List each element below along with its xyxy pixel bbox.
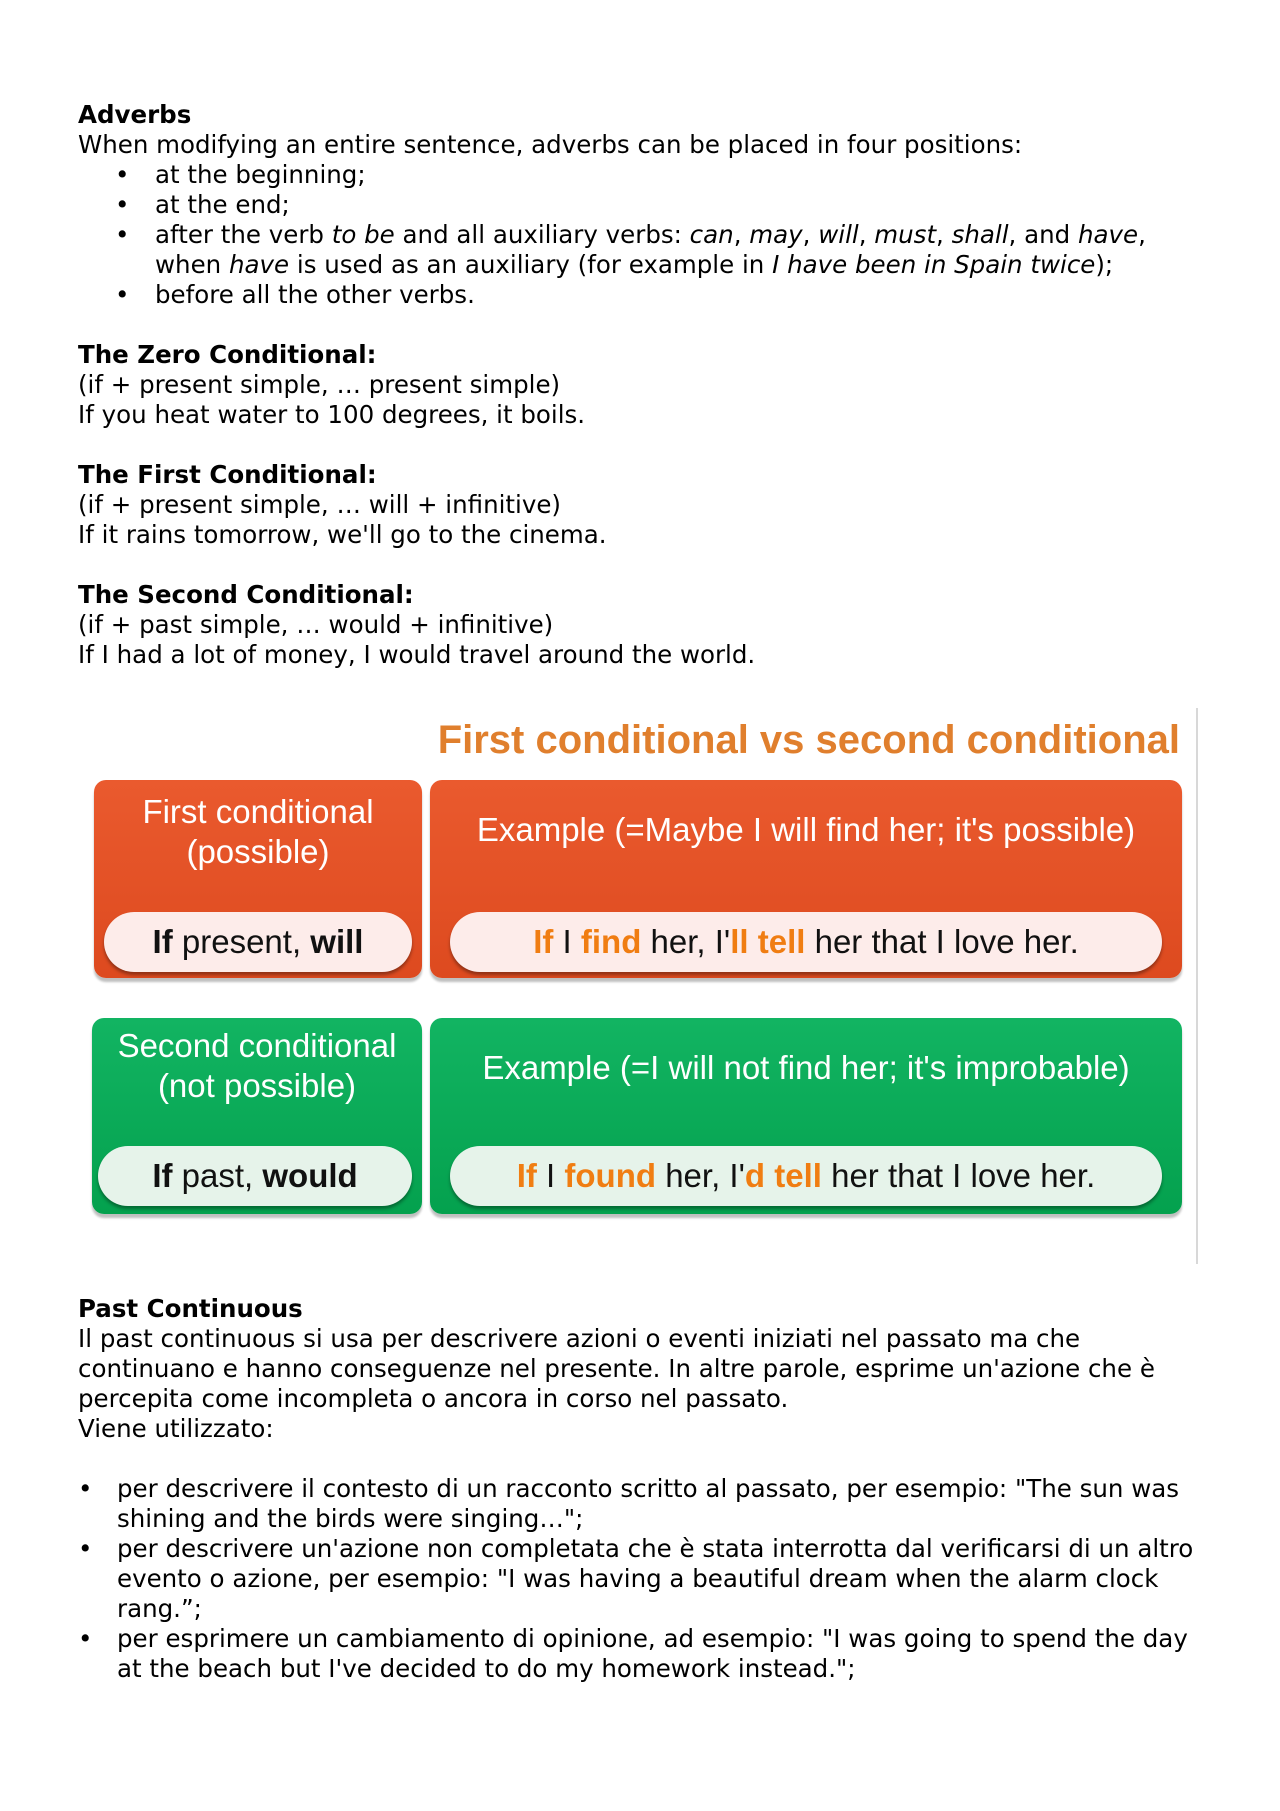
conditional-infographic bbox=[86, 708, 1198, 1264]
zero-conditional-formula: (if + present simple, … present simple) bbox=[78, 370, 561, 399]
second-conditional-sublabel: (not possible) bbox=[157, 1067, 357, 1104]
first-conditional-sublabel: (possible) bbox=[186, 833, 330, 870]
zero-conditional-example: If you heat water to 100 degrees, it boils. bbox=[78, 400, 586, 429]
past-continuous-list bbox=[78, 1474, 1208, 1684]
past-continuous-paragraph: Il past continuous si usa per descrivere azioni o eventi iniziati nel passato ma che continuano e hanno conseguenze nel presente. In altre parole, esprime un'azione che è percepita come incompleta o ancora in corso nel passato. bbox=[78, 1324, 1155, 1413]
adverbs-intro: When modifying an entire sentence, adverbs can be placed in four positions: bbox=[78, 130, 1023, 159]
list-item: • at the beginning; bbox=[155, 160, 1208, 190]
second-conditional-example: If I had a lot of money, I would travel around the world. bbox=[78, 640, 756, 669]
adverbs-list bbox=[78, 160, 1208, 310]
first-conditional-box bbox=[94, 780, 422, 978]
second-conditional-label: Second conditional bbox=[117, 1027, 397, 1064]
first-example-box bbox=[430, 780, 1182, 978]
first-conditional-heading: The First Conditional: bbox=[78, 460, 377, 489]
list-item: • before all the other verbs. bbox=[155, 280, 1208, 310]
list-item: • at the end; bbox=[155, 190, 1208, 220]
list-item: • per descrivere il contesto di un racconto scritto al passato, per esempio: "The sun was shining and the birds were singing…"; bbox=[117, 1474, 1208, 1534]
second-example-label: Example (=I will not find her; it's improbable) bbox=[482, 1049, 1130, 1086]
second-conditional-box bbox=[92, 1018, 422, 1214]
first-conditional-example: If it rains tomorrow, we'll go to the cinema. bbox=[78, 520, 607, 549]
first-example-label: Example (=Maybe I will find her; it's possible) bbox=[476, 811, 1136, 848]
first-conditional-rule: If present, will bbox=[104, 912, 412, 972]
document-body bbox=[78, 100, 1208, 670]
past-continuous-used: Viene utilizzato: bbox=[78, 1414, 274, 1443]
second-conditional-rule: If past, would bbox=[98, 1146, 412, 1206]
infographic-title: First conditional vs second conditional bbox=[437, 718, 1180, 762]
past-continuous-heading: Past Continuous bbox=[78, 1294, 303, 1323]
list-item: • per descrivere un'azione non completata che è stata interrotta dal verificarsi di un altro evento o azione, per esempio: "I was having a beautiful dream when the alarm clock rang.”; bbox=[117, 1534, 1208, 1624]
zero-conditional-heading: The Zero Conditional: bbox=[78, 340, 377, 369]
past-continuous-section bbox=[78, 1294, 1208, 1684]
list-item: • per esprimere un cambiamento di opinione, ad esempio: "I was going to spend the day at the beach but I've decided to do my homework instead."; bbox=[117, 1624, 1208, 1684]
second-example-box bbox=[430, 1018, 1182, 1214]
first-conditional-label: First conditional bbox=[142, 793, 374, 830]
first-example-sentence: If I find her, I'll tell her that I love her. bbox=[450, 912, 1162, 972]
first-conditional-formula: (if + present simple, … will + infinitive) bbox=[78, 490, 561, 519]
adverbs-heading: Adverbs bbox=[78, 100, 192, 129]
second-example-sentence: If I found her, I'd tell her that I love her. bbox=[450, 1146, 1162, 1206]
second-conditional-heading: The Second Conditional: bbox=[78, 580, 414, 609]
second-conditional-formula: (if + past simple, … would + infinitive) bbox=[78, 610, 554, 639]
list-item: • after the verb to be and all auxiliary verbs: can, may, will, must, shall, and have, when have is used as an auxiliary (for example in I have been in Spain twice); bbox=[155, 220, 1208, 280]
